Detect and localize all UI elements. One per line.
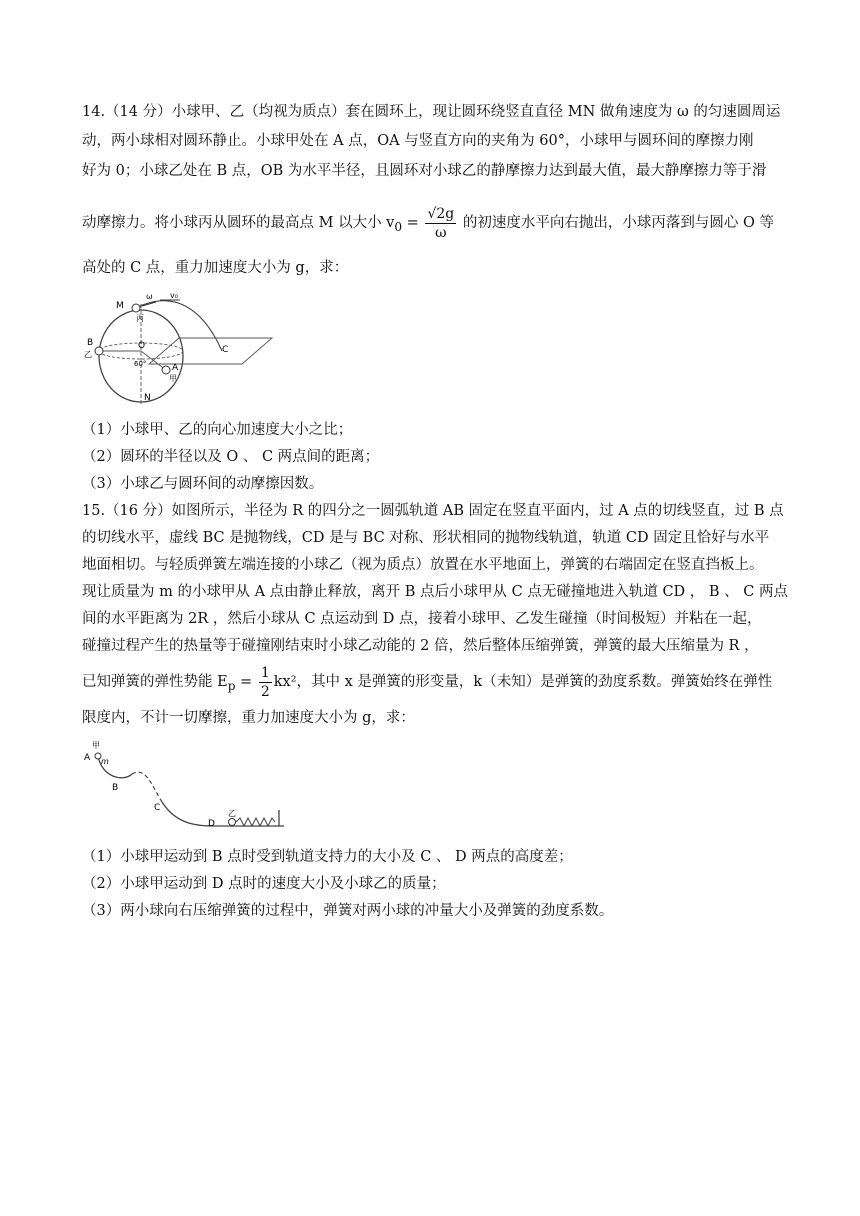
- q15-sub-3: （3）两小球向右压缩弹簧的过程中，弹簧对两小球的冲量大小及弹簧的劲度系数。: [82, 903, 614, 919]
- equals-sign: =: [402, 215, 424, 231]
- ball-yi: [229, 819, 236, 826]
- parabola-BC: [132, 772, 162, 802]
- ball-yi: [95, 347, 103, 355]
- track-figure: [84, 738, 294, 838]
- label-A: A: [84, 753, 91, 763]
- q14-line-4-pre: 动摩擦力。将小球丙从圆环的最高点 M 以大小 v: [82, 215, 395, 231]
- q14-sub-1: （1）小球甲、乙的向心加速度大小之比；: [82, 422, 353, 438]
- label-C: C: [222, 345, 229, 355]
- equals-sign: =: [235, 674, 257, 690]
- q15-line-2: 的切线水平，虚线 BC 是抛物线，CD 是与 BC 对称、形状相同的抛物线轨道，轨道 CD 固定且恰好与水平: [82, 530, 770, 546]
- q14-line-3: 好为 0；小球乙处在 B 点，OB 为水平半径，且圆环对小球乙的静摩擦力达到最大值，最大静摩擦力等于滑: [82, 163, 767, 179]
- horizontal-plane: [149, 338, 272, 364]
- label-60deg: 60°: [134, 360, 147, 368]
- q15-line-5: 间的水平距离为 2R ，然后小球从 C 点运动到 D 点，接着小球甲、乙发生碰撞（时间极短）并粘在一起，: [82, 611, 762, 627]
- half-denominator: 2: [260, 683, 270, 700]
- label-m: m: [101, 757, 109, 766]
- q14-line-1: 14.（14 分）小球甲、乙（均视为质点）套在圆环上，现让圆环绕竖直直径 MN 做角速度为 ω 的匀速圆周运: [82, 104, 781, 120]
- half-fraction: [259, 664, 272, 701]
- v0-subscript: 0: [394, 219, 403, 234]
- q15-line-6: 碰撞过程产生的热量等于碰撞刚结束时小球乙动能的 2 倍，然后整体压缩弹簧，弹簧的最大压缩量为 R ，: [82, 638, 759, 654]
- label-yi: 乙: [84, 350, 92, 359]
- label-M: M: [116, 301, 124, 311]
- q15-line-4: 现让质量为 m 的小球甲从 A 点由静止释放，离开 B 点后小球甲从 C 点无碰撞地进入轨道 CD ， B 、 C 两点: [82, 584, 788, 600]
- label-B: B: [112, 783, 119, 793]
- ball-jia: [162, 366, 170, 374]
- label-N: N: [144, 393, 151, 403]
- q14-line-5: 高处的 C 点，重力加速度大小为 g，求：: [82, 260, 349, 276]
- v0-numerator: √2g: [427, 205, 455, 222]
- label-v0: v₀: [170, 291, 178, 300]
- q14-line-2: 动，两小球相对圆环静止。小球甲处在 A 点，OA 与竖直方向的夹角为 60°，小球甲与圆环间的摩擦力刚: [82, 133, 754, 149]
- v0-fraction: [425, 205, 456, 242]
- label-omega: ω: [146, 292, 153, 301]
- v0-denominator: ω: [435, 224, 447, 241]
- label-D: D: [208, 819, 215, 829]
- trajectory-curve: [136, 301, 222, 351]
- label-bing: 丙: [136, 314, 144, 323]
- ring-figure: [84, 286, 294, 406]
- q14-line-4: [82, 200, 774, 250]
- label-O: O: [138, 341, 146, 351]
- q15-sub-2: （2）小球甲运动到 D 点时的速度大小及小球乙的质量；: [82, 876, 446, 892]
- ball-bing: [132, 304, 140, 312]
- q15-sub-1: （1）小球甲运动到 B 点时受到轨道支持力的大小及 C 、 D 两点的高度差；: [82, 849, 573, 865]
- q15-line-7-pre: 已知弹簧的弹性势能 E: [82, 674, 228, 690]
- q14-line-4-post: 的初速度水平向右抛出，小球丙落到与圆心 O 等: [458, 215, 774, 231]
- half-numerator: 1: [260, 664, 270, 681]
- q15-line-7-post: kx²，其中 x 是弹簧的形变量，k（未知）是弹簧的劲度系数。弹簧始终在弹性: [273, 674, 773, 690]
- label-yi: 乙: [228, 809, 236, 818]
- q15-line-3: 地面相切。与轻质弹簧左端连接的小球乙（视为质点）放置在水平地面上，弹簧的右端固定在竖直挡板上。: [82, 557, 764, 573]
- label-jia: 甲: [92, 741, 100, 750]
- q14-sub-3: （3）小球乙与圆环间的动摩擦因数。: [82, 476, 324, 492]
- q14-sub-2: （2）圆环的半径以及 O 、 C 两点间的距离；: [82, 449, 380, 465]
- track-CD: [162, 802, 214, 826]
- q15-line-7: [82, 660, 772, 708]
- q15-line-8: 限度内，不计一切摩擦，重力加速度大小为 g，求：: [82, 710, 415, 726]
- ep-subscript: p: [227, 678, 236, 693]
- label-B: B: [87, 338, 94, 348]
- label-A: A: [172, 363, 179, 373]
- spring: [236, 818, 275, 826]
- label-C: C: [154, 803, 161, 813]
- label-jia: 甲: [169, 374, 177, 383]
- q15-line-1: 15.（16 分）如图所示，半径为 R 的四分之一圆弧轨道 AB 固定在竖直平面内，过 A 点的切线竖直，过 B 点: [82, 503, 784, 519]
